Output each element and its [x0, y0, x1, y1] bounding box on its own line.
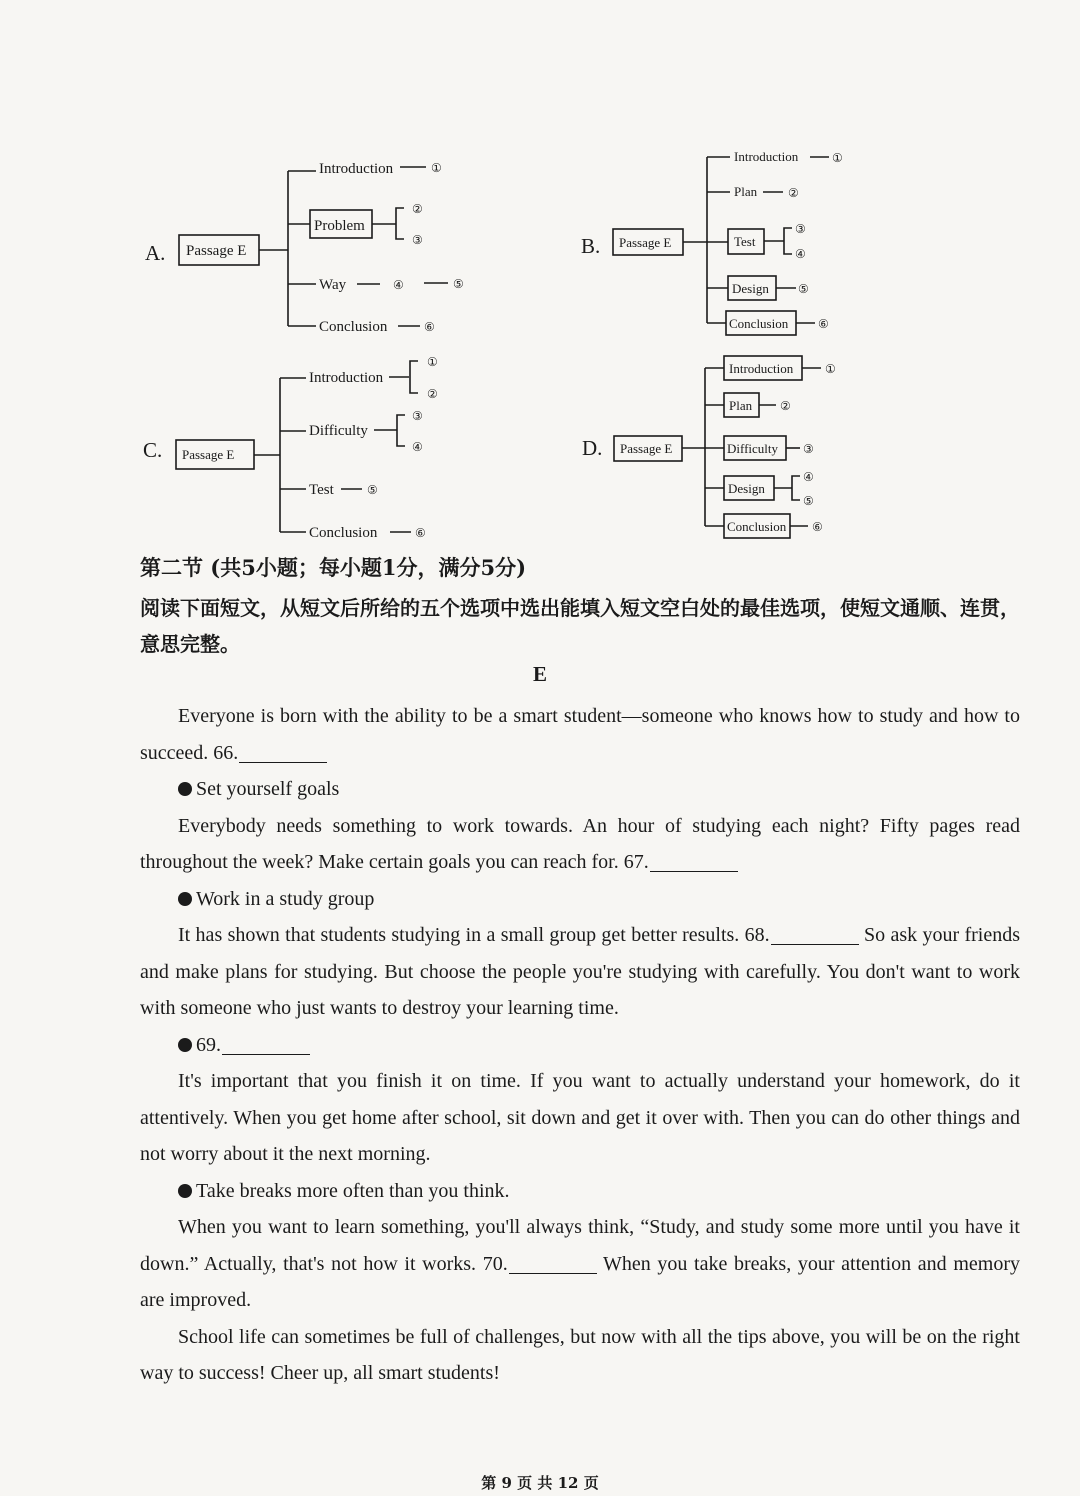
option-a-label: A. [145, 241, 166, 265]
blank-70 [509, 1253, 597, 1274]
diagram-b-conclusion: Conclusion [729, 316, 789, 331]
diagram-c [143, 355, 438, 541]
paragraph-2 [140, 808, 1020, 881]
bullet-3 [140, 1027, 1020, 1064]
paragraph-3-text-b: So ask your friends and make plans for studying. But choose the people you're studying with carefully. You don't want to work with someone who just wants to destroy your learning time. [140, 924, 1020, 1019]
diagram-d-introduction: Introduction [729, 361, 794, 376]
diagram-b-num-6: ⑥ [818, 317, 829, 331]
bullet-2-text: Work in a study group [196, 887, 375, 910]
diagram-c-introduction: Introduction [309, 370, 384, 386]
bullet-1 [140, 771, 1020, 808]
bullet-1-text: Set yourself goals [196, 778, 340, 800]
section-instruction: 阅读下面短文，从短文后所给的五个选项中选出能填入短文空白处的最佳选项，使短文通顺、连贯，意思完整。 [140, 596, 1020, 656]
diagram-d-num-4: ④ [803, 470, 814, 484]
diagram-b [581, 149, 843, 335]
structure-diagrams [0, 0, 1080, 550]
bullet-4-text: Take breaks more often than you think. [196, 1179, 510, 1202]
paragraph-3-text-a: It has shown that students studying in a small group get better results. 68. [178, 924, 770, 946]
diagram-a [145, 161, 464, 335]
diagram-d-difficulty: Difficulty [727, 441, 779, 456]
diagram-d-design: Design [728, 481, 765, 496]
paragraph-6 [140, 1319, 1020, 1392]
diagram-c-num-3: ③ [412, 409, 423, 423]
diagram-b-test: Test [734, 234, 756, 249]
paragraph-5 [140, 1209, 1020, 1319]
diagram-b-plan: Plan [734, 184, 758, 199]
diagram-d-num-1: ① [825, 362, 836, 376]
diagram-c-conclusion: Conclusion [309, 525, 378, 541]
diagram-c-num-4: ④ [412, 440, 423, 454]
paragraph-1-text: Everyone is born with the ability to be a smart student—someone who knows how to study and how to succeed. 66. [140, 705, 1020, 764]
diagram-d [582, 356, 836, 538]
option-d-label: D. [582, 436, 603, 460]
diagram-c-root: Passage E [182, 447, 235, 462]
bullet-3-text: 69. [196, 1033, 221, 1056]
diagram-c-test: Test [309, 482, 334, 498]
diagram-b-num-3: ③ [795, 222, 806, 236]
blank-69 [222, 1034, 310, 1055]
diagram-c-num-5: ⑤ [367, 483, 378, 497]
paragraph-4 [140, 1063, 1020, 1173]
option-c-label: C. [143, 438, 163, 462]
bullet-4 [140, 1173, 1020, 1210]
paragraph-5-text-b: When you take breaks, your attention and memory are improved. [140, 1252, 1020, 1311]
diagram-a-way: Way [319, 277, 347, 293]
blank-66 [239, 742, 327, 763]
diagram-a-num-3: ③ [412, 233, 423, 247]
section-heading: 第二节 (共5小题；每小题1分，满分5分) [140, 555, 527, 580]
diagram-a-num-5: ⑤ [453, 277, 464, 291]
paragraph-2-text: Everybody needs something to work towards. An hour of studying each night? Fifty pages read throughout the week? Make certain goals you can reach for. 67. [140, 814, 1020, 873]
paragraph-3 [140, 917, 1020, 1027]
bullet-dot [178, 892, 192, 906]
passage-body [140, 698, 1020, 1392]
diagram-b-design: Design [732, 281, 769, 296]
diagram-c-num-1: ① [427, 355, 438, 369]
blank-67 [650, 851, 738, 872]
diagram-c-difficulty: Difficulty [309, 423, 368, 439]
bullet-2 [140, 881, 1020, 918]
diagram-a-num-1: ① [431, 161, 442, 175]
diagram-c-num-2: ② [427, 387, 438, 401]
diagram-a-introduction: Introduction [319, 161, 394, 177]
diagram-b-introduction: Introduction [734, 149, 799, 164]
diagram-d-root: Passage E [620, 441, 673, 456]
diagram-d-num-2: ② [780, 399, 791, 413]
diagram-a-conclusion: Conclusion [319, 319, 388, 335]
diagram-c-num-6: ⑥ [415, 526, 426, 540]
paragraph-6-text: School life can sometimes be full of challenges, but now with all the tips above, you will be on the right way to success! Cheer up, all smart students! [140, 1325, 1020, 1384]
bullet-dot [178, 1038, 192, 1052]
paragraph-4-text: It's important that you finish it on time. If you want to actually understand your homework, do it attentively. When you get home after school, sit down and get it over with. Then you can do other things and not worry about it the next morning. [140, 1070, 1020, 1165]
diagram-d-num-6: ⑥ [812, 520, 823, 534]
diagram-b-num-1: ① [832, 151, 843, 165]
bullet-dot [178, 782, 192, 796]
diagram-b-num-4: ④ [795, 247, 806, 261]
paragraph-5-text-a: When you want to learn something, you'll always think, “Study, and study some more until you have it down.” Actually, that's not how it works. 70. [140, 1216, 1020, 1275]
diagram-d-plan: Plan [729, 398, 753, 413]
diagram-d-num-5: ⑤ [803, 494, 814, 508]
bullet-dot [178, 1184, 192, 1198]
diagram-b-root: Passage E [619, 235, 672, 250]
diagram-b-num-2: ② [788, 186, 799, 200]
passage-title: E [532, 662, 547, 686]
diagram-b-num-5: ⑤ [798, 282, 809, 296]
paragraph-1 [140, 698, 1020, 771]
diagram-d-conclusion: Conclusion [727, 519, 787, 534]
diagram-a-num-4: ④ [393, 278, 404, 292]
diagram-d-num-3: ③ [803, 442, 814, 456]
page-footer: 第 9 页 共 12 页 [481, 1474, 599, 1492]
diagram-a-problem: Problem [314, 218, 365, 234]
diagram-a-root: Passage E [186, 243, 247, 259]
diagram-a-num-2: ② [412, 202, 423, 216]
diagram-a-num-6: ⑥ [424, 320, 435, 334]
option-b-label: B. [581, 234, 601, 258]
blank-68 [771, 924, 859, 945]
